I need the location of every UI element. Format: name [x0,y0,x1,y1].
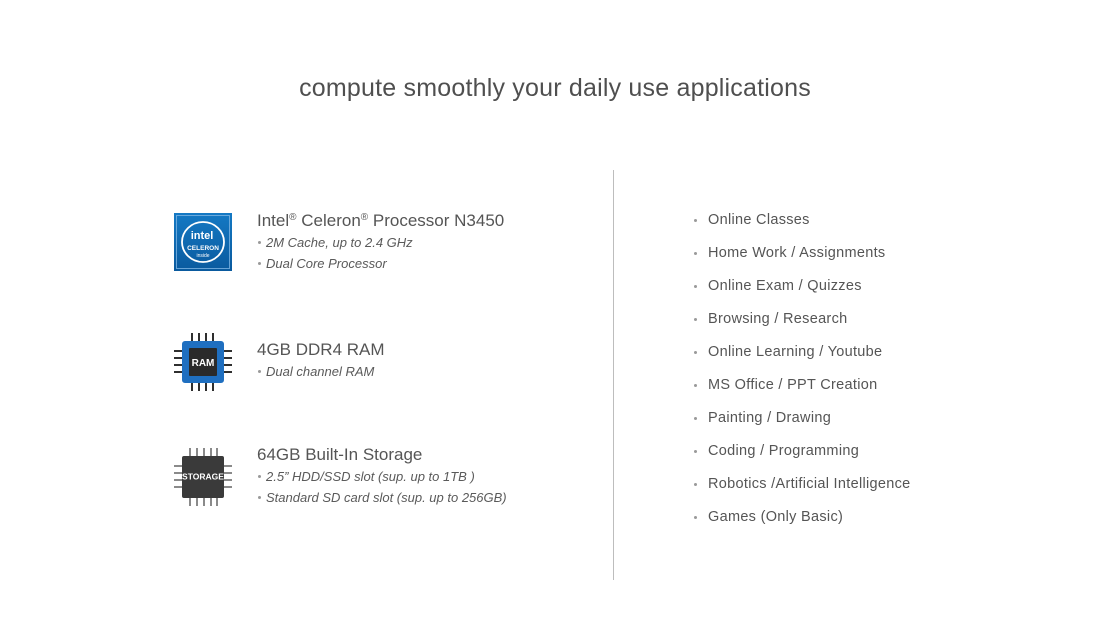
intel-celeron-inside-badge-icon [173,212,233,272]
page-title: compute smoothly your daily use applications [299,74,811,102]
column-divider [613,170,614,580]
spec-processor-name: Intel® Celeron® Processor N3450 [257,211,505,230]
list-item: Robotics /Artificial Intelligence [693,472,911,505]
list-item: Games (Only Basic) [693,505,911,538]
badge-sub-text: inside [196,253,210,259]
badge-line-text: CELERON [187,245,219,252]
list-item: Online Classes [693,208,911,241]
spec-detail: 2M Cache, up to 2.4 GHz [257,232,504,253]
list-item: Painting / Drawing [693,406,911,439]
list-item: Browsing / Research [693,307,911,340]
spec-memory-name: 4GB DDR4 RAM [257,340,385,359]
spec-detail: Dual channel RAM [257,361,385,382]
list-item: Home Work / Assignments [693,241,911,274]
badge-brand-text: intel [190,230,214,242]
storage-chip-label: STORAGE [182,471,224,482]
spec-detail: Standard SD card slot (sup. up to 256GB) [257,487,507,508]
use-case-list [693,208,911,538]
list-item: MS Office / PPT Creation [693,373,911,406]
list-item: Online Exam / Quizzes [693,274,911,307]
ram-chip-label: RAM [191,358,215,369]
list-item: Online Learning / Youtube [693,340,911,373]
spec-detail: Dual Core Processor [257,253,504,274]
spec-detail: 2.5” HDD/SSD slot (sup. up to 1TB ) [257,466,507,487]
list-item: Coding / Programming [693,439,911,472]
ram-chip-icon [173,332,233,392]
spec-storage-name: 64GB Built-In Storage [257,445,423,464]
storage-chip-icon [173,447,233,507]
